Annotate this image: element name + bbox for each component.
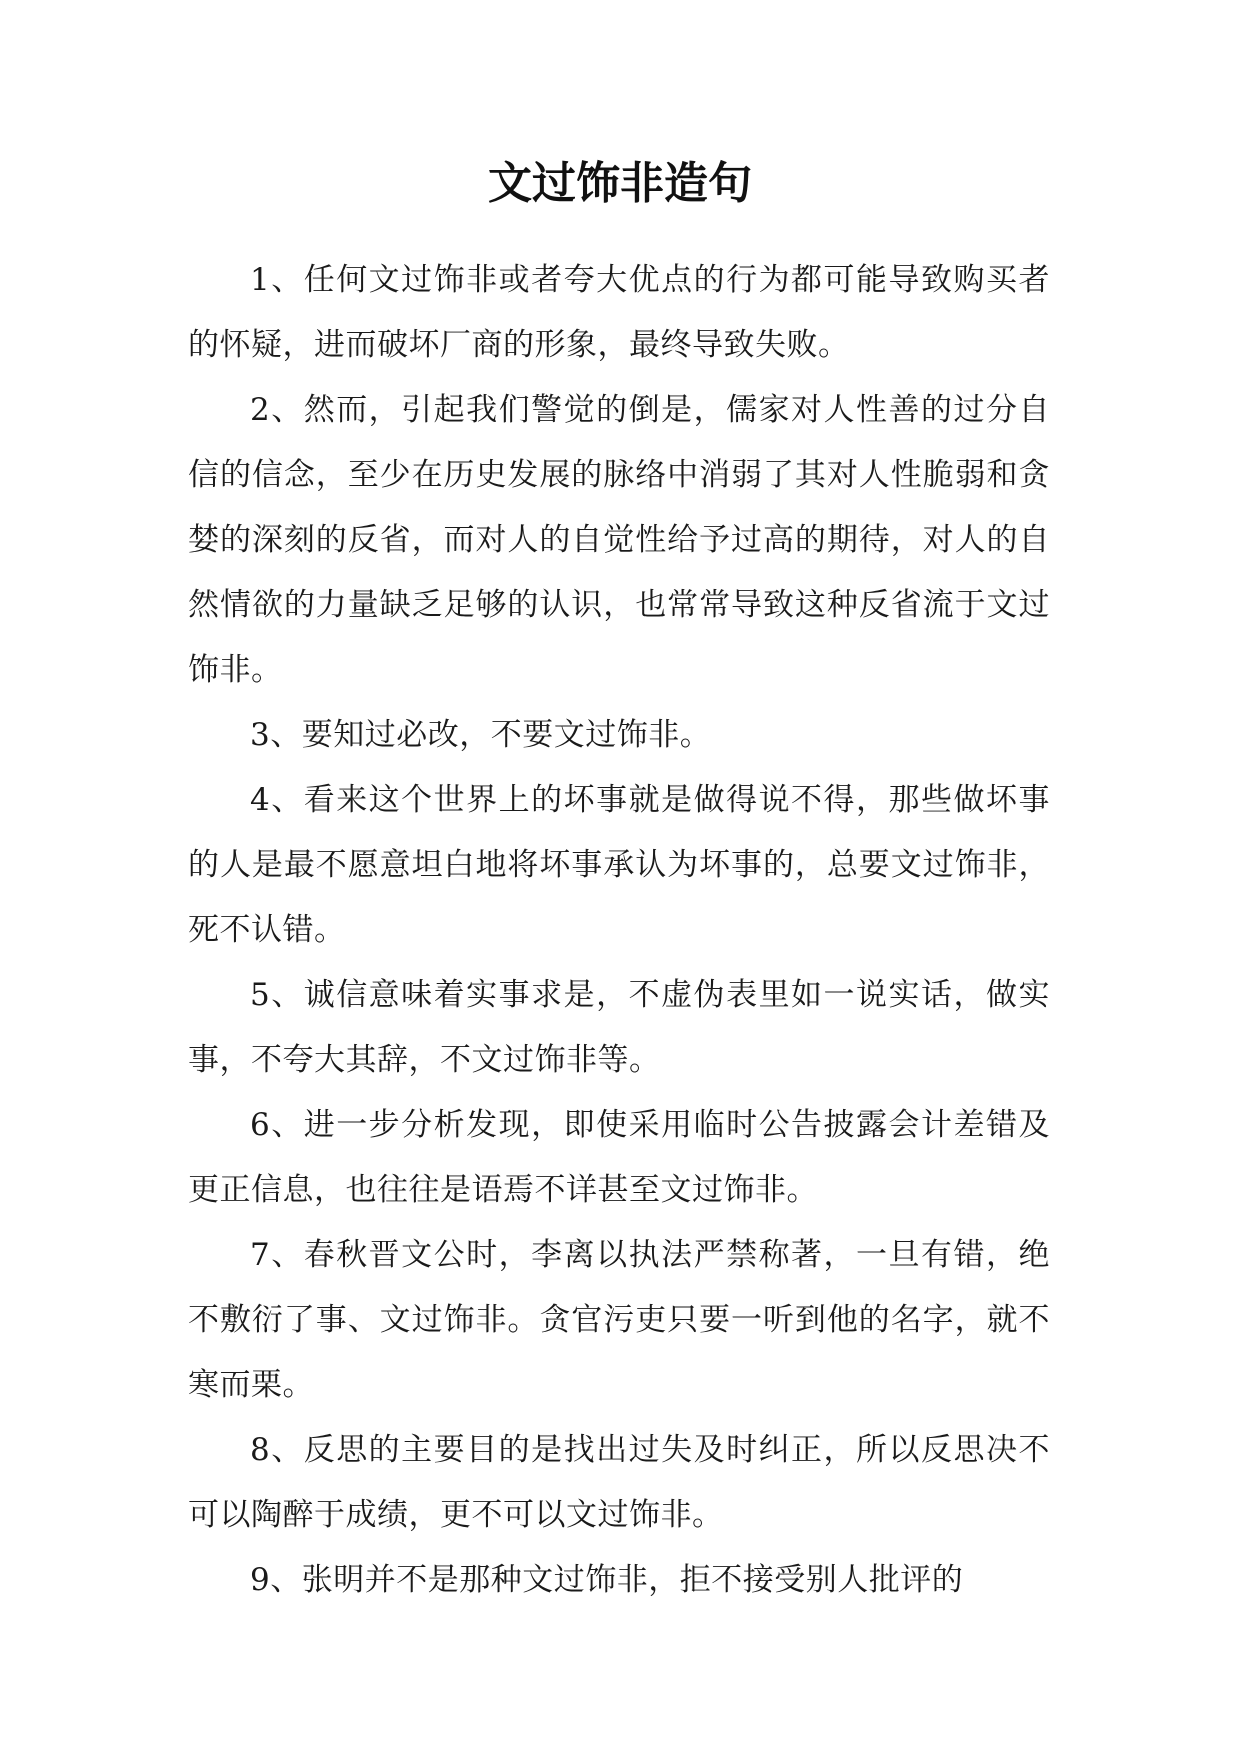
paragraph-6: 6、进一步分析发现，即使采用临时公告披露会计差错及更正信息，也往往是语焉不详甚至文过饰非。 xyxy=(188,1107,1050,1208)
paragraph-7: 7、春秋晋文公时，李离以执法严禁称著，一旦有错，绝不敷衍了事、文过饰非。贪官污吏只要一听到他的名字，就不寒而栗。 xyxy=(188,1237,1050,1403)
paragraph-3: 3、要知过必改，不要文过饰非。 xyxy=(250,717,712,753)
paragraph-9: 9、张明并不是那种文过饰非，拒不接受别人批评的 xyxy=(250,1562,964,1598)
paragraph-5: 5、诚信意味着实事求是，不虚伪表里如一说实话，做实事，不夸大其辞，不文过饰非等。 xyxy=(188,977,1050,1078)
paragraph-8: 8、反思的主要目的是找出过失及时纠正，所以反思决不可以陶醉于成绩，更不可以文过饰非。 xyxy=(188,1432,1050,1533)
paragraph-2: 2、然而，引起我们警觉的倒是，儒家对人性善的过分自信的信念，至少在历史发展的脉络中消弱了其对人性脆弱和贪婪的深刻的反省，而对人的自觉性给予过高的期待，对人的自然情欲的力量缺乏足够的认识，也常常导致这种反省流于文过饰非。 xyxy=(188,392,1050,688)
paragraph-4: 4、看来这个世界上的坏事就是做得说不得，那些做坏事的人是最不愿意坦白地将坏事承认为坏事的，总要文过饰非，死不认错。 xyxy=(188,782,1050,948)
document-body xyxy=(188,248,1050,1613)
paragraph-1: 1、任何文过饰非或者夸大优点的行为都可能导致购买者的怀疑，进而破坏厂商的形象，最终导致失败。 xyxy=(188,262,1050,363)
document-title: 文过饰非造句 xyxy=(488,158,752,209)
